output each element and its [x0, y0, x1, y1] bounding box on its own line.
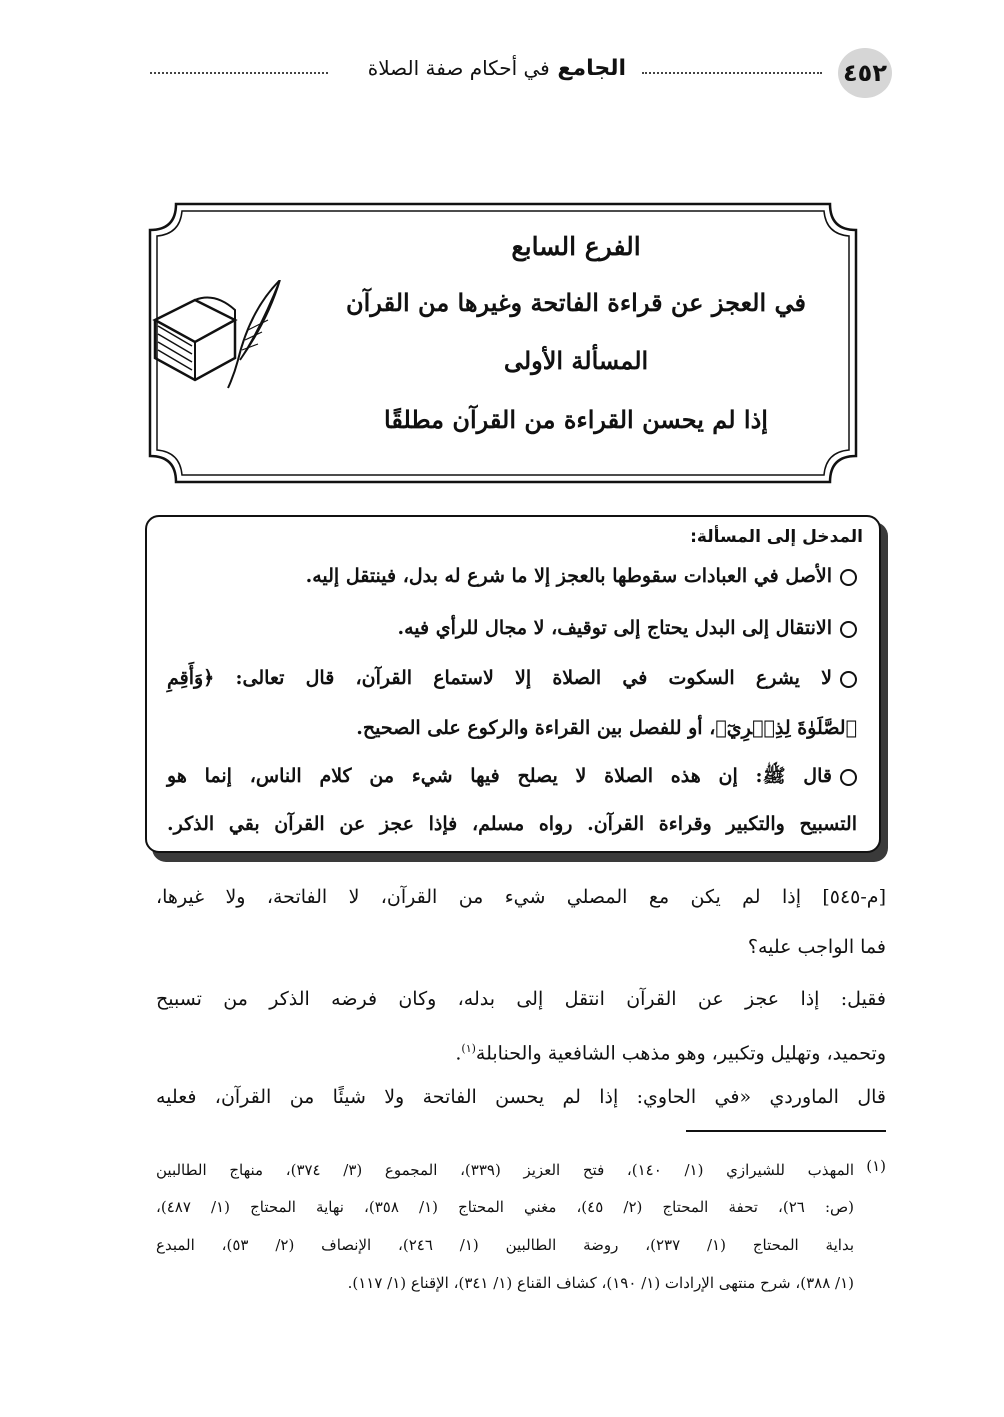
book-quill-icon: [150, 280, 290, 390]
body-line-4: وتحميد، وتهليل وتكبير، وهو مذهب الشافعية والحنابلة$^{(١)}$.: [455, 1042, 886, 1065]
circle-bullet-icon: [840, 569, 857, 586]
intro-point-1: الأصل في العبادات سقوطها بالعجز إلا ما شرع له بدل، فينتقل إليه.: [167, 561, 857, 591]
circle-bullet-icon: [840, 621, 857, 638]
header-divider-left: [150, 72, 328, 74]
footnote-line-4: (١/ ٣٨٨)، شرح منتهى الإرادات (١/ ١٩٠)، كشاف القناع (١/ ٣٤١)، الإقناع (١/ ١١٧).: [347, 1274, 854, 1292]
issue-title: إذا لم يحسن القراءة من القرآن مطلقًا: [384, 405, 768, 434]
book-subtitle: في أحكام صفة الصلاة: [367, 56, 550, 80]
section-title: الفرع السابع: [511, 232, 641, 261]
intro-point-3-cont: ٱلصَّلَوٰةَ لِذِكۡرِيٓ﴾، أو للفصل بين القراءة والركوع على الصحيح.: [356, 717, 857, 739]
circle-bullet-icon: [840, 769, 857, 786]
issue-label: المسألة الأولى: [503, 346, 649, 375]
footnote-divider: [686, 1130, 886, 1132]
footnote-line-3: بداية المحتاج (١/ ٢٣٧)، روضة الطالبين (١/ ٢٤٦)، الإنصاف (٢/ ٥٣)، المبدع: [156, 1236, 854, 1254]
page-number: ٤٥٢: [838, 48, 892, 98]
body-line-1: [م-٥٤٥] إذا لم يكن مع المصلي شيء من القرآن، لا الفاتحة، ولا غيرها،: [156, 886, 886, 908]
intro-heading: المدخل إلى المسألة:: [690, 527, 863, 547]
circle-bullet-icon: [840, 671, 857, 688]
title-frame: [146, 200, 860, 486]
header-title: [368, 56, 626, 81]
page-header: [140, 48, 892, 98]
body-line-2: فما الواجب عليه؟: [747, 936, 886, 958]
header-divider-right: [642, 72, 822, 74]
footnote-number: (١): [866, 1157, 886, 1175]
footnote-line-2: (ص: ٢٦)، تحفة المحتاج (٢/ ٤٥)، مغني المحتاج (١/ ٣٥٨)، نهاية المحتاج (١/ ٤٨٧)،: [156, 1198, 855, 1216]
intro-point-2: الانتقال إلى البدل يحتاج إلى توقيف، لا مجال للرأي فيه.: [167, 613, 857, 643]
intro-box: [145, 515, 881, 853]
intro-point-4-cont: التسبيح والتكبير وقراءة القرآن. رواه مسلم، فإذا عجز عن القرآن بقي الذكر.: [167, 813, 857, 835]
body-line-5: قال الماوردي «في الحاوي: إذا لم يحسن الفاتحة ولا شيئًا من القرآن، فعليه: [156, 1086, 886, 1108]
intro-point-3: لا يشرع السكوت في الصلاة إلا لاستماع القرآن، قال تعالى: ﴿وَأَقِمِ: [167, 663, 857, 693]
intro-point-4: قال ﷺ: إن هذه الصلاة لا يصلح فيها شيء من كلام الناس، إنما هو: [167, 761, 857, 791]
footnote-ref: (١): [461, 1042, 476, 1055]
topic-title: في العجز عن قراءة الفاتحة وغيرها من القرآن: [346, 288, 806, 317]
body-line-3: فقيل: إذا عجز عن القرآن انتقل إلى بدله، وكان فرضه الذكر من تسبيح: [156, 988, 886, 1010]
book-title: الجامع: [557, 56, 626, 81]
footnote-line-1: المهذب للشيرازي (١/ ١٤٠)، فتح العزيز (٣٣٩)، المجموع (٣/ ٣٧٤)، منهاج الطالبين: [156, 1161, 854, 1179]
